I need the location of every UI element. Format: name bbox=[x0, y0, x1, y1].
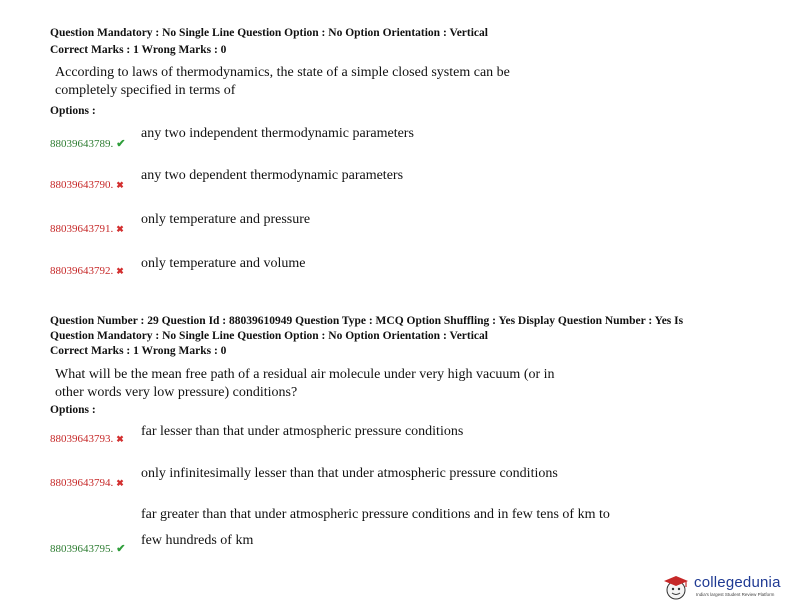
q1-meta-line1: Question Mandatory : No Single Line Question Option : No Option Orientation : Vertical bbox=[50, 27, 488, 39]
q1-text-line1: According to laws of thermodynamics, the state of a simple closed system can be bbox=[55, 65, 510, 80]
cross-icon: ✖ bbox=[116, 478, 124, 488]
check-icon: ✔ bbox=[116, 138, 126, 150]
q2-option-3-text-line1[interactable]: far greater than that under atmospheric pressure conditions and in few tens of km to bbox=[141, 507, 610, 522]
logo-name: collegedunia bbox=[694, 574, 781, 591]
q1-option-2-text[interactable]: any two dependent thermodynamic parameters bbox=[141, 168, 404, 183]
q1-question-text bbox=[55, 64, 615, 100]
collegedunia-logo bbox=[662, 572, 787, 604]
graduation-cap-icon bbox=[662, 574, 690, 602]
q2-text-line2: other words very low pressure) conditions? bbox=[55, 385, 298, 400]
q1-text-line2: completely specified in terms of bbox=[55, 83, 236, 98]
cross-icon: ✖ bbox=[116, 266, 124, 276]
q2-option-2-text[interactable]: only infinitesimally lesser than that under atmospheric pressure conditions bbox=[141, 466, 558, 481]
q2-question-text bbox=[55, 366, 615, 402]
q2-meta-line1: Question Number : 29 Question Id : 88039610949 Question Type : MCQ Option Shuffling : Yes Display Question Number : Yes Is bbox=[50, 315, 684, 327]
q1-option-1-id: 88039643789. ✔ bbox=[50, 138, 126, 150]
q2-meta-line2: Question Mandatory : No Single Line Question Option : No Option Orientation : Vertical bbox=[50, 330, 488, 342]
cross-icon: ✖ bbox=[116, 224, 124, 234]
q2-option-2-id: 88039643794. ✖ bbox=[50, 477, 124, 489]
q2-meta-line3: Correct Marks : 1 Wrong Marks : 0 bbox=[50, 345, 227, 357]
logo-tagline: India's largest Student Review Platform bbox=[696, 592, 775, 597]
q2-option-3-text-line2[interactable]: few hundreds of km bbox=[141, 533, 254, 548]
cross-icon: ✖ bbox=[116, 434, 124, 444]
q1-option-3-text[interactable]: only temperature and pressure bbox=[141, 212, 311, 227]
q1-option-4-id: 88039643792. ✖ bbox=[50, 265, 124, 277]
q1-options-label: Options : bbox=[50, 105, 96, 117]
q2-options-label: Options : bbox=[50, 404, 96, 416]
q2-text-line1: What will be the mean free path of a residual air molecule under very high vacuum (or in bbox=[55, 367, 555, 382]
q1-option-2-id: 88039643790. ✖ bbox=[50, 179, 124, 191]
cross-icon: ✖ bbox=[116, 180, 124, 190]
q1-option-3-id: 88039643791. ✖ bbox=[50, 223, 124, 235]
q2-option-1-id: 88039643793. ✖ bbox=[50, 433, 124, 445]
q2-option-3-id: 88039643795. ✔ bbox=[50, 543, 126, 555]
q1-option-4-text[interactable]: only temperature and volume bbox=[141, 256, 306, 271]
q1-meta-line2: Correct Marks : 1 Wrong Marks : 0 bbox=[50, 44, 227, 56]
q1-option-1-text[interactable]: any two independent thermodynamic parameters bbox=[141, 126, 414, 141]
q2-option-1-text[interactable]: far lesser than that under atmospheric pressure conditions bbox=[141, 424, 464, 439]
check-icon: ✔ bbox=[116, 543, 126, 555]
